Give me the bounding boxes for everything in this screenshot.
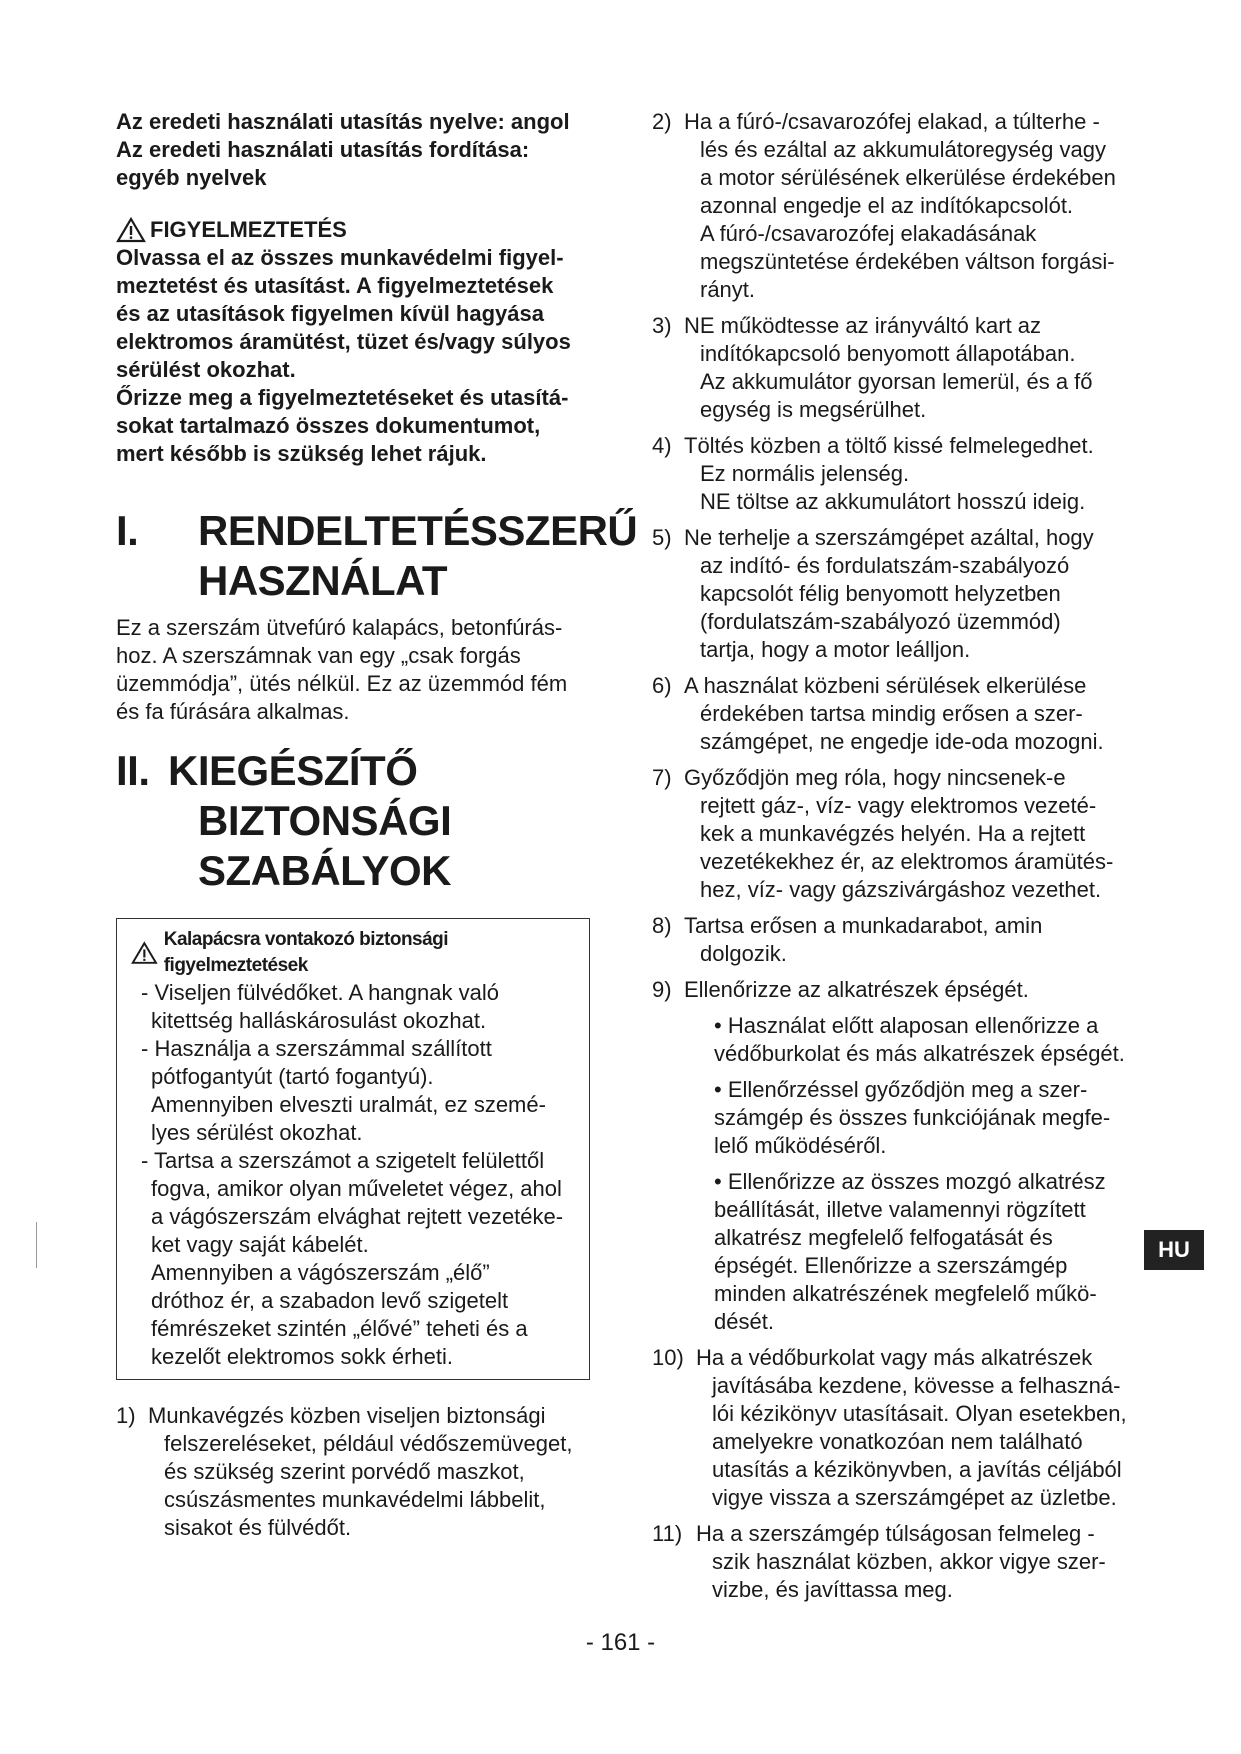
bullet-line: beállítását, illetve valamennyi rögzített — [714, 1197, 1086, 1222]
item-line: szik használat közben, akkor vigye szer- — [712, 1549, 1106, 1574]
box-line: Amennyiben a vágószerszám „élő” — [151, 1260, 490, 1285]
item-number: 6) — [652, 673, 672, 698]
box-line: kitettség halláskárosulást okozhat. — [151, 1008, 487, 1033]
left-column — [116, 108, 638, 1550]
item-line: NE működtesse az irányváltó kart az — [684, 313, 1042, 338]
item-line: dolgozik. — [700, 941, 787, 966]
item-number: 11) — [652, 1521, 683, 1546]
item-number: 3) — [652, 313, 672, 338]
item-line: vigye vissza a szerszámgépet az üzletbe. — [712, 1485, 1117, 1510]
item-line: Az akkumulátor gyorsan lemerül, és a fő — [700, 369, 1093, 394]
bullet-line: épségét. Ellenőrizze a szerszámgép — [714, 1253, 1068, 1278]
box-line: lyes sérülést okozhat. — [151, 1120, 363, 1145]
item-line: Győződjön meg róla, hogy nincsenek-e — [684, 765, 1066, 790]
box-line: Amennyiben elveszti uralmát, ez szemé- — [151, 1092, 546, 1117]
item-line: Ellenőrizze az alkatrészek épségét. — [684, 977, 1029, 1002]
right-column — [652, 108, 1132, 1612]
item-number: 1) — [116, 1403, 136, 1428]
item-line: Ez normális jelenség. — [700, 461, 910, 486]
item-line: NE töltse az akkumulátort hosszú ideig. — [700, 489, 1086, 514]
section-number: II. — [116, 747, 150, 794]
item-line: Ha a védőburkolat vagy más alkatrészek — [696, 1345, 1093, 1370]
list-item — [652, 672, 1132, 756]
section-number: I. — [116, 507, 139, 554]
item-line: a motor sérülésének elkerülése érdekében — [700, 165, 1116, 190]
item-line: és szükség szerint porvédő maszkot, — [164, 1459, 525, 1484]
left-numbered-list — [116, 1402, 590, 1542]
item-line: (fordulatszám-szabályozó üzemmód) — [700, 609, 1061, 634]
item-line: hez, víz- vagy gázszivárgáshoz vezethet. — [700, 877, 1102, 902]
margin-mark — [36, 1222, 37, 1268]
item-line: Ha a szerszámgép túlságosan felmeleg - — [696, 1521, 1095, 1546]
item-line: vezetékekhez ér, az elektromos áramütés- — [700, 849, 1114, 874]
list-item — [652, 976, 1132, 1004]
bullet-line: számgép és összes funkciójának megfe- — [714, 1105, 1111, 1130]
lang-line: egyéb nyelvek — [116, 165, 267, 190]
item-line: kek a munkavégzés helyén. Ha a rejtett — [700, 821, 1086, 846]
item-number: 5) — [652, 525, 672, 550]
item-line: Tartsa erősen a munkadarabot, amin — [684, 913, 1043, 938]
item-line: megszüntetése érdekében váltson forgási- — [700, 249, 1115, 274]
box-heading — [131, 927, 577, 979]
intro-line: hoz. A szerszámnak van egy „csak forgás — [116, 643, 521, 668]
bullet-line: minden alkatrészének megfelelő műkö- — [714, 1281, 1097, 1306]
item-line: rányt. — [700, 277, 756, 302]
item-line: csúszásmentes munkavédelmi lábbelit, — [164, 1487, 546, 1512]
item-line: Ha a fúró-/csavarozófej elakad, a túlterhe - — [684, 109, 1100, 134]
item-number: 7) — [652, 765, 672, 790]
hammer-safety-box — [116, 918, 590, 1380]
item-line: tartja, hogy a motor leálljon. — [700, 637, 971, 662]
list-item — [652, 108, 1132, 304]
list-item — [652, 912, 1132, 968]
bullet-item — [714, 1168, 1132, 1336]
bullet-line: dését. — [714, 1309, 774, 1334]
item-line: rejtett gáz-, víz- vagy elektromos vezeté- — [700, 793, 1097, 818]
lang-line: Az eredeti használati utasítás nyelve: angol — [116, 109, 570, 134]
section-title-line: HASZNÁLAT — [198, 557, 448, 604]
item-line: kapcsolót félig benyomott helyzetben — [700, 581, 1061, 606]
bullet-line: • Ellenőrizze az összes mozgó alkatrész — [714, 1169, 1106, 1194]
item-line: egység is megsérülhet. — [700, 397, 927, 422]
list-item — [652, 764, 1132, 904]
intro-line: üzemmódja”, ütés nélkül. Ez az üzemmód fém — [116, 671, 568, 696]
item-line: vizbe, és javíttassa meg. — [712, 1577, 953, 1602]
item-line: javításába kezdene, kövesse a felhaszná- — [712, 1373, 1121, 1398]
item-line: A fúró-/csavarozófej elakadásának — [700, 221, 1037, 246]
intro-line: és fa fúrására alkalmas. — [116, 699, 350, 724]
item-line: számgépet, ne engedje ide-oda mozogni. — [700, 729, 1104, 754]
box-line: ket vagy saját kábelét. — [151, 1232, 369, 1257]
item-line: az indító- és fordulatszám-szabályozó — [700, 553, 1070, 578]
section-title-line: SZABÁLYOK — [198, 847, 451, 894]
warning-line: elektromos áramütést, tüzet és/vagy súlyos — [116, 329, 571, 354]
box-line: - Tartsa a szerszámot a szigetelt felülettől — [141, 1148, 545, 1173]
list-item — [652, 1344, 1132, 1512]
box-content — [131, 979, 577, 1371]
item-line: sisakot és fülvédőt. — [164, 1515, 352, 1540]
box-line: fémrészeket szintén „élővé” teheti és a — [151, 1316, 528, 1341]
item-line: indítókapcsoló benyomott állapotában. — [700, 341, 1076, 366]
bullet-line: védőburkolat és más alkatrészek épségét. — [714, 1041, 1125, 1066]
section-title-line: BIZTONSÁGI — [198, 797, 452, 844]
box-line: - Viseljen fülvédőket. A hangnak való — [141, 980, 499, 1005]
item-number: 9) — [652, 977, 672, 1002]
warning-triangle-icon — [131, 941, 158, 965]
warning-line: Olvassa el az összes munkavédelmi figyel- — [116, 245, 564, 270]
list-item — [652, 432, 1132, 516]
item-line: amelyekre vonatkozóan nem található — [712, 1429, 1083, 1454]
item-line: A használat közbeni sérülések elkerülése — [684, 673, 1087, 698]
language-badge: HU — [1144, 1230, 1204, 1270]
warning-body — [116, 244, 590, 468]
item-number: 10) — [652, 1345, 684, 1370]
lang-line: Az eredeti használati utasítás fordítása: — [116, 137, 530, 162]
item-line: lói kézikönyv utasításait. Olyan esetekben, — [712, 1401, 1127, 1426]
warning-line: meztetést és utasítást. A figyelmeztetések — [116, 273, 554, 298]
warning-line: sokat tartalmazó összes dokumentumot, — [116, 413, 541, 438]
page-number: - 161 - — [585, 1629, 656, 1656]
warning-line: és az utasítások figyelmen kívül hagyása — [116, 301, 544, 326]
bullet-item — [714, 1076, 1132, 1160]
warning-line: sérülést okozhat. — [116, 357, 296, 382]
box-title: Kalapácsra vontakozó biztonsági figyelmeztetések — [163, 929, 449, 976]
intro-line: Ez a szerszám ütvefúró kalapács, betonfúrás- — [116, 615, 563, 640]
warning-title: FIGYELMEZTETÉS — [150, 217, 347, 242]
item-line: felszereléseket, például védőszemüveget, — [164, 1431, 573, 1456]
warning-line: mert később is szükség lehet rájuk. — [116, 441, 487, 466]
item-line: Ne terhelje a szerszámgépet azáltal, hogy — [684, 525, 1094, 550]
item-number: 4) — [652, 433, 672, 458]
list-item — [116, 1402, 590, 1542]
bullet-item — [714, 1012, 1132, 1068]
warning-line: Őrizze meg a figyelmeztetéseket és utasítá- — [116, 385, 569, 410]
bullet-line: • Használat előtt alaposan ellenőrizze a — [714, 1013, 1099, 1038]
bullet-line: alkatrész megfelelő felfogatását és — [714, 1225, 1053, 1250]
list-item — [652, 1520, 1132, 1604]
box-line: - Használja a szerszámmal szállított — [141, 1036, 492, 1061]
right-numbered-list-continued — [652, 1344, 1132, 1604]
box-line: fogva, amikor olyan műveletet végez, ahol — [151, 1176, 562, 1201]
section-2-heading — [116, 746, 590, 896]
item-number: 2) — [652, 109, 672, 134]
warning-triangle-icon — [116, 217, 146, 243]
section-title-line: KIEGÉSZÍTŐ — [168, 747, 418, 794]
item-line: azonnal engedje el az indítókapcsolót. — [700, 193, 1074, 218]
box-line: dróthoz ér, a szabadon levő szigetelt — [151, 1288, 509, 1313]
item-line: lés és ezáltal az akkumulátoregység vagy — [700, 137, 1106, 162]
list-item — [652, 524, 1132, 664]
item-line: érdekében tartsa mindig erősen a szer- — [700, 701, 1083, 726]
box-line: kezelőt elektromos sokk érheti. — [151, 1344, 454, 1369]
section-title-line: RENDELTETÉSSZERŰ — [198, 507, 638, 554]
inspection-bullets — [714, 1012, 1132, 1336]
right-numbered-list — [652, 108, 1132, 1004]
box-line: a vágószerszám elvághat rejtett vezetéke- — [151, 1204, 564, 1229]
item-line: Munkavégzés közben viseljen biztonsági — [148, 1403, 546, 1428]
warning-heading — [116, 216, 590, 244]
bullet-line: lelő működéséről. — [714, 1133, 887, 1158]
item-line: utasítás a kézikönyvben, a javítás céljából — [712, 1457, 1122, 1482]
item-number: 8) — [652, 913, 672, 938]
item-line: Töltés közben a töltő kissé felmelegedhet. — [684, 433, 1094, 458]
bullet-line: • Ellenőrzéssel győződjön meg a szer- — [714, 1077, 1088, 1102]
language-note — [116, 108, 590, 192]
box-line: pótfogantyút (tartó fogantyú). — [151, 1064, 434, 1089]
section-1-text — [116, 614, 590, 726]
section-1-heading — [116, 506, 638, 606]
list-item — [652, 312, 1132, 424]
